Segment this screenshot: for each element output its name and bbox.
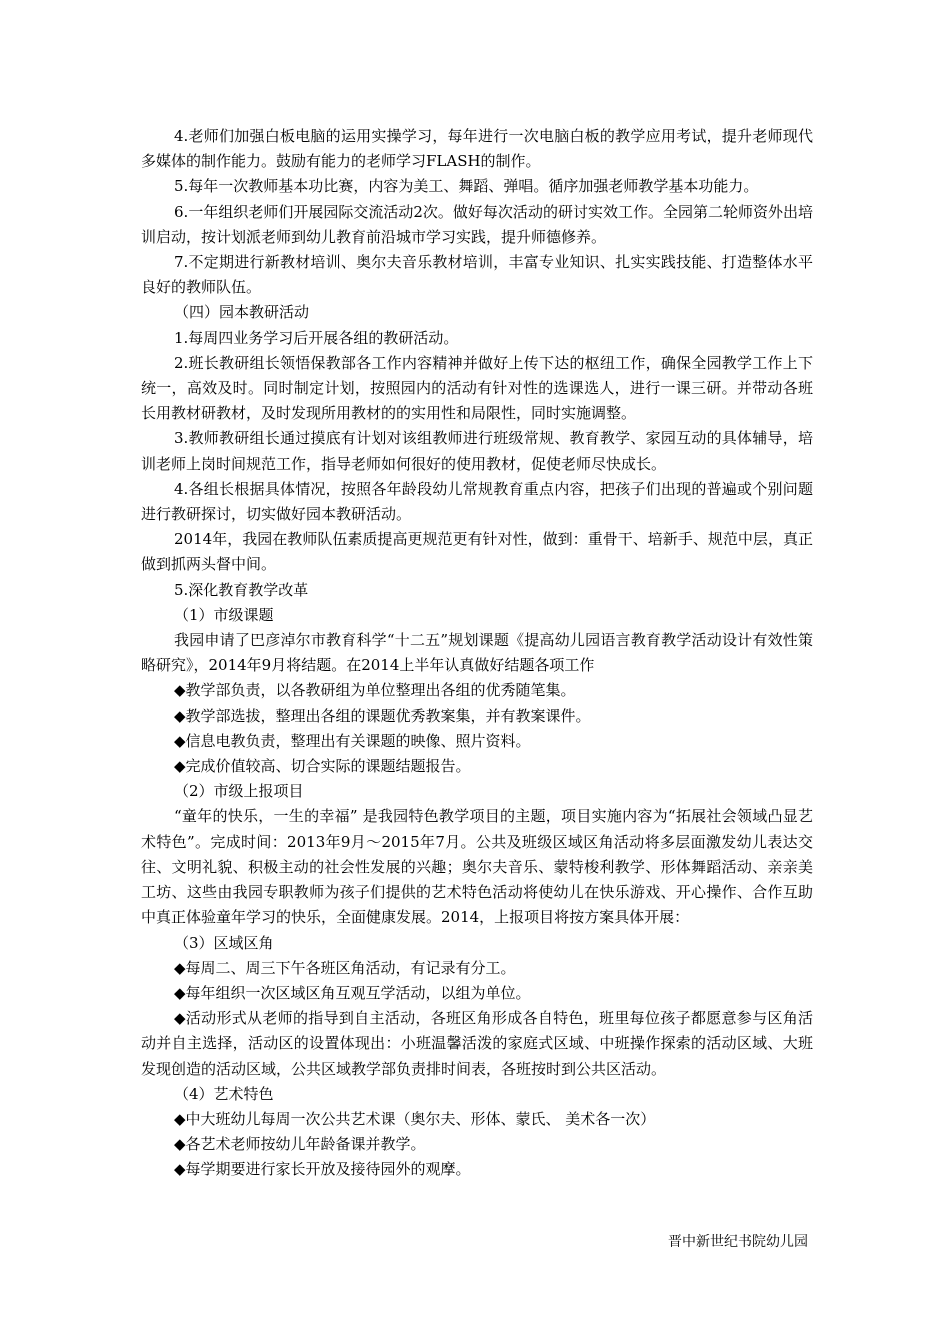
bullet-item: ◆信息电教负责，整理出有关课题的映像、照片资料。 <box>174 731 531 750</box>
paragraph: 4.各组长根据具体情况，按照各年龄段幼儿常规教育重点内容，把孩子们出现的普遍或个别问题进行教研探讨，切实做好园本教研活动。 <box>141 479 813 524</box>
paragraph: 1.每周四业务学习后开展各组的教研活动。 <box>174 328 459 347</box>
bullet-item: ◆各艺术老师按幼儿年龄备课并教学。 <box>174 1135 426 1154</box>
paragraph: 7.不定期进行新教材培训、奥尔夫音乐教材培训，丰富专业知识、扎实实践技能、打造整体水平良好的教师队伍。 <box>141 253 813 297</box>
subsection-heading: （3）区域区角 <box>174 933 274 952</box>
bullet-item: ◆中大班幼儿每周一次公共艺术课（奥尔夫、形体、蒙氏、 美术各一次） <box>174 1109 656 1128</box>
bullet-item: ◆教学部负责，以各教研组为单位整理出各组的优秀随笔集。 <box>174 681 576 700</box>
page-footer: 晋中新世纪书院幼儿园 <box>668 1234 808 1250</box>
paragraph: 2014年，我园在教师队伍素质提高更规范更有针对性，做到：重骨干、培新手、规范中层，真正做到抓两头督中间。 <box>141 530 813 574</box>
bullet-item: ◆每年组织一次区域区角互观互学活动，以组为单位。 <box>174 983 531 1002</box>
paragraph: 4.老师们加强白板电脑的运用实操学习，每年进行一次电脑白板的教学应用考试，提升老师现代多媒体的制作能力。鼓励有能力的老师学习FLASH的制作。 <box>141 127 813 171</box>
bullet-item: ◆每学期要进行家长开放及接待园外的观摩。 <box>174 1160 471 1179</box>
paragraph: “童年的快乐，一生的幸福” 是我园特色教学项目的主题，项目实施内容为“拓展社会领域凸显艺术特色”。完成时间：2013年9月～2015年7月。公共及班级区域区角活动将多层面激发幼儿表达交往、文明礼貌、积极主动的社会性发展的兴趣；奥尔夫音乐、蒙特梭利教学、形体舞蹈活动、亲亲美工坊、这些由我园专职教师为孩子们提供的艺术特色活动将使幼儿在快乐游戏、开心操作、合作互助中真正体验童年学习的快乐，全面健康发展。2014，上报项目将按方案具体开展： <box>141 807 813 927</box>
bullet-item: ◆教学部选拔，整理出各组的课题优秀教案集，并有教案课件。 <box>174 706 591 725</box>
paragraph: 6.一年组织老师们开展园际交流活动2次。做好每次活动的研讨实效工作。全园第二轮师资外出培训启动，按计划派老师到幼儿教育前沿城市学习实践，提升师德修养。 <box>141 202 813 246</box>
paragraph: 2.班长教研组长领悟保教部各工作内容精神并做好上传下达的枢纽工作，确保全园教学工作上下统一，高效及时。同时制定计划，按照园内的活动有针对性的选课选人，进行一课三研。并带动各班长用教材研教材，及时发现所用教材的的实用性和局限性，同时实施调整。 <box>141 353 813 423</box>
subsection-heading: （2）市级上报项目 <box>174 782 304 801</box>
bullet-item: ◆每周二、周三下午各班区角活动，有记录有分工。 <box>174 958 516 977</box>
bullet-item: ◆完成价值较高、切合实际的课题结题报告。 <box>174 757 471 776</box>
paragraph: 5.每年一次教师基本功比赛，内容为美工、舞蹈、弹唱。循序加强老师教学基本功能力。 <box>174 177 759 196</box>
section-heading: 5.深化教育教学改革 <box>174 580 309 599</box>
document-body <box>141 124 813 1183</box>
section-heading: （四）园本教研活动 <box>174 303 310 322</box>
paragraph: 3.教师教研组长通过摸底有计划对该组教师进行班级常规、教育教学、家园互动的具体辅导，培训老师上岗时间规范工作，指导老师如何很好的使用教材，促使老师尽快成长。 <box>141 429 813 473</box>
subsection-heading: （1）市级课题 <box>174 605 274 624</box>
bullet-item: ◆活动形式从老师的指导到自主活动，各班区角形成各自特色，班里每位孩子都愿意参与区角活动并自主选择，活动区的设置体现出：小班温馨活泼的家庭式区域、中班操作探索的活动区域、大班发现创造的活动区域，公共区域教学部负责排时间表，各班按时到公共区活动。 <box>141 1009 813 1078</box>
paragraph: 我园申请了巴彦淖尔市教育科学“十二五”规划课题《提高幼儿园语言教育教学活动设计有效性策略研究》，2014年9月将结题。在2014上半年认真做好结题各项工作 <box>141 631 813 675</box>
subsection-heading: （4）艺术特色 <box>174 1084 274 1103</box>
